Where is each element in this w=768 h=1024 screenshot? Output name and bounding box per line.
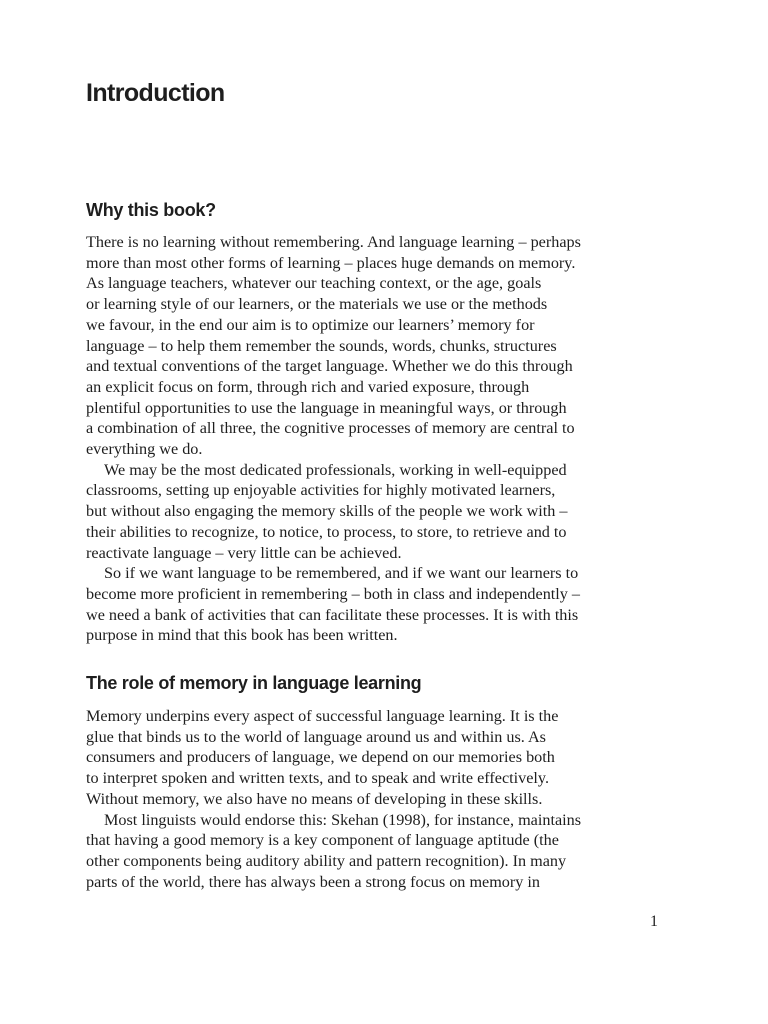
body-line: Without memory, we also have no means of developing in these skills. [86, 789, 543, 808]
body-line: Memory underpins every aspect of successful language learning. It is the [86, 707, 559, 725]
body-line: their abilities to recognize, to notice, to process, to store, to retrieve and to [86, 522, 567, 541]
body-line: everything we do. [86, 440, 203, 459]
body-line: plentiful opportunities to use the language in meaningful ways, or through [86, 398, 567, 417]
body-line: So if we want language to be remembered, and if we want our learners to [104, 564, 579, 583]
body-line: other components being auditory ability and pattern recognition). In many [86, 851, 567, 870]
section-heading-why-this-book: Why this book? [86, 200, 216, 220]
body-line: we favour, in the end our aim is to optimize our learners’ memory for [86, 315, 535, 334]
section-body-why-this-book [86, 232, 686, 646]
body-line: consumers and producers of language, we depend on our memories both [86, 748, 555, 767]
body-line: or learning style of our learners, or the materials we use or the methods [86, 295, 548, 314]
body-line: purpose in mind that this book has been written. [86, 626, 398, 645]
body-line: As language teachers, whatever our teaching context, or the age, goals [86, 274, 542, 293]
body-line: and textual conventions of the target language. Whether we do this through [86, 357, 573, 376]
body-line: that having a good memory is a key component of language aptitude (the [86, 831, 559, 850]
body-line: There is no learning without remembering. And language learning – perhaps [86, 233, 581, 251]
body-line: but without also engaging the memory skills of the people we work with – [86, 502, 568, 521]
body-line: become more proficient in remembering – both in class and independently – [86, 584, 581, 603]
body-line: classrooms, setting up enjoyable activities for highly motivated learners, [86, 481, 556, 500]
body-line: a combination of all three, the cognitive processes of memory are central to [86, 419, 575, 438]
body-line: more than most other forms of learning – places huge demands on memory. [86, 253, 576, 272]
body-line: We may be the most dedicated professionals, working in well-equipped [104, 460, 567, 479]
body-line: parts of the world, there has always been a strong focus on memory in [86, 872, 541, 891]
body-line: to interpret spoken and written texts, and to speak and write effectively. [86, 769, 549, 788]
section-heading-role-of-memory: The role of memory in language learning [86, 673, 422, 693]
body-line: an explicit focus on form, through rich and varied exposure, through [86, 377, 530, 396]
body-line: language – to help them remember the sounds, words, chunks, structures [86, 336, 557, 355]
body-line: reactivate language – very little can be achieved. [86, 543, 402, 562]
section-body-role-of-memory [86, 706, 686, 892]
body-line: glue that binds us to the world of language around us and within us. As [86, 727, 546, 746]
body-line: we need a bank of activities that can facilitate these processes. It is with this [86, 605, 579, 624]
body-line: Most linguists would endorse this: Skehan (1998), for instance, maintains [104, 810, 582, 829]
chapter-title: Introduction [86, 79, 225, 107]
page-number: 1 [650, 913, 658, 930]
